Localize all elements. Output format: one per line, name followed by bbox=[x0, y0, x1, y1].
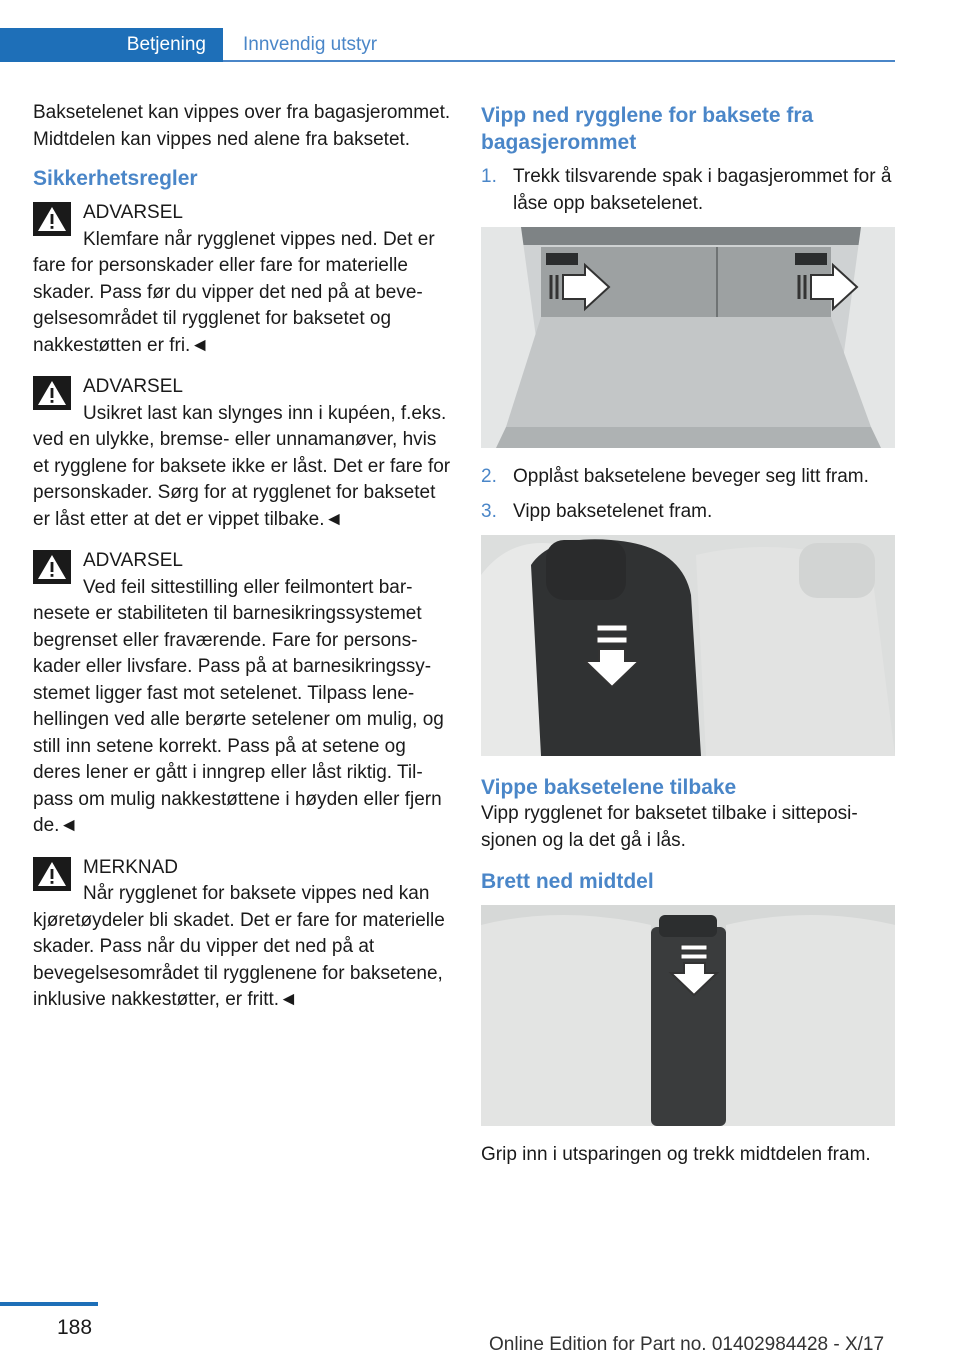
warning-triangle-icon bbox=[33, 550, 71, 584]
step-3 bbox=[481, 499, 895, 526]
warning-title: ADVARSEL bbox=[83, 376, 183, 397]
section-heading-safety: Sikkerhetsregler bbox=[33, 167, 198, 190]
step-number: 2. bbox=[481, 466, 497, 487]
tilt-back-paragraph: Vipp rygglenet for baksetet tilbake i sitteposisjonen og la det gå i lås. bbox=[481, 803, 858, 851]
warning-triangle-icon bbox=[33, 376, 71, 410]
section-heading-center-fold: Brett ned midtdel bbox=[481, 870, 654, 893]
step-number: 3. bbox=[481, 500, 497, 522]
header-rule bbox=[223, 60, 895, 62]
step-number: 1. bbox=[481, 166, 497, 187]
intro-paragraph: Baksetelenet kan vippes over fra bagasjerommet. Midtdelen kan vippes ned alene fra baksetet. bbox=[33, 102, 451, 150]
warning-triangle-icon bbox=[33, 857, 71, 891]
step-1 bbox=[481, 164, 895, 217]
warning-block-2 bbox=[33, 374, 451, 533]
tab-betjening[interactable]: Betjening bbox=[0, 28, 223, 62]
warning-title: ADVARSEL bbox=[83, 550, 183, 571]
tab-innvendig-utstyr[interactable]: Innvendig utstyr bbox=[243, 34, 378, 55]
footer-accent-line bbox=[0, 1302, 98, 1306]
warning-body: Klemfare når rygglenet vippes ned. Det er fare for personskader eller fare for materielle skader. Pass før du vipper det ned på at bevegelsesområdet til rygglenet for baksetet og nakkestøtten er fri.◄ bbox=[33, 228, 435, 356]
center-fold-paragraph: Grip inn i utsparingen og trekk midtdelen fram. bbox=[481, 1144, 871, 1165]
center-section-photo bbox=[481, 905, 895, 1126]
step-2 bbox=[481, 464, 895, 491]
notice-block bbox=[33, 855, 451, 1014]
warning-block-3 bbox=[33, 548, 451, 840]
trunk-release-lever-photo bbox=[481, 227, 895, 448]
header-tabs bbox=[0, 28, 895, 62]
step-text: Opplåst baksetelene beveger seg litt fram. bbox=[513, 466, 869, 487]
seat-backrest-fold-photo bbox=[481, 535, 895, 756]
step-text: Trekk tilsvarende spak i bagasjerommet for å låse opp baksetelenet. bbox=[513, 166, 892, 214]
section-heading-fold-down: Vipp ned rygglene for baksete fra bagasjerommet bbox=[481, 104, 814, 154]
warning-triangle-icon bbox=[33, 202, 71, 236]
left-column bbox=[33, 100, 451, 1029]
warning-block-1 bbox=[33, 200, 451, 359]
notice-body: Når rygglenet for baksete vippes ned kan kjøretøydeler bli skadet. Det er fare for materielle skader. Pass når du vipper det ned på at bevegelsesområdet til rygglenene for baksetene, inklusive nakkestøtter, er fritt.◄ bbox=[33, 883, 445, 1010]
step-text: Vipp baksetelenet fram. bbox=[513, 500, 713, 522]
warning-title: ADVARSEL bbox=[83, 202, 183, 223]
edition-text: Online Edition for Part no. 01402984428 - X/17 bbox=[489, 1334, 885, 1355]
warning-body: Usikret last kan slynges inn i kupéen, f.eks. ved en ulykke, bremse- eller unnamanøver, hvis et rygglene for baksete ikke er låst. Det er fare for personskader. Sørg for at rygglenet for baksetet er låst etter at det er vippet tilbake.◄ bbox=[33, 402, 451, 530]
right-column bbox=[481, 100, 895, 1181]
section-heading-tilt-back: Vippe baksetelene tilbake bbox=[481, 776, 737, 799]
page-number: 188 bbox=[57, 1316, 93, 1339]
warning-body: Ved feil sittestilling eller feilmontert barnesete er stabiliteten til barnesikringssystemet begrenset eller fraværende. Fare for personskader eller livsfare. Pass på at barnesikringssystemet ligger fast mot setelenet. Tilpass lenehellingen ved alle berørte setelener om mulig, og still inn setene korrekt. Pass på at setene og deres lener er gått i inngrep eller låst riktig. Tilpass om mulig nakkestøttene i høyden eller fjern de.◄ bbox=[33, 576, 444, 836]
notice-title: MERKNAD bbox=[83, 856, 179, 878]
